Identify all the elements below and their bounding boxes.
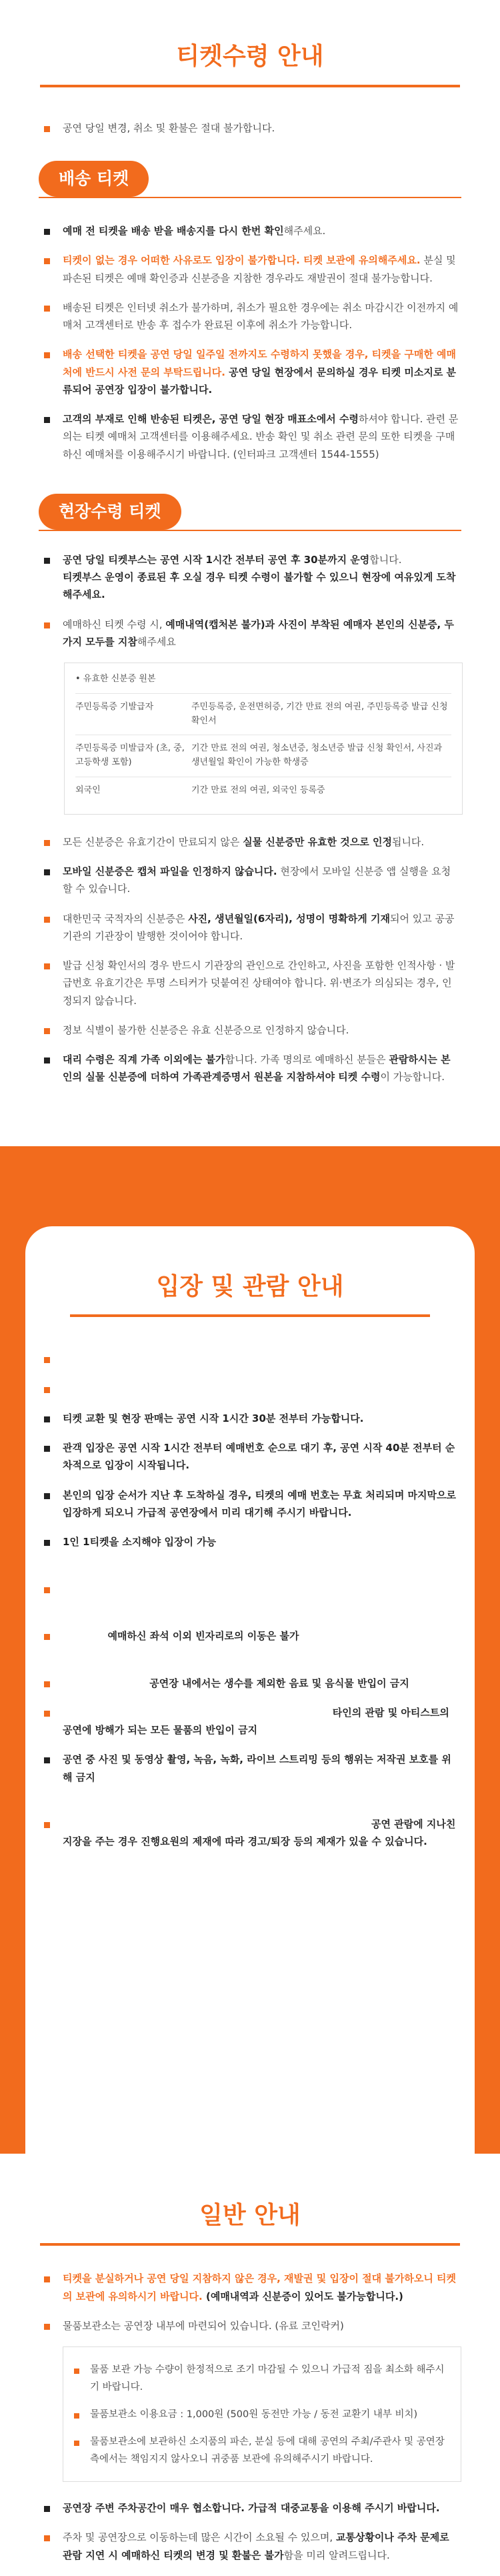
list-item: 모든 신분증은 유효기간이 만료되지 않은 실물 신분증만 유효한 것으로 인정됩니다.	[44, 833, 460, 851]
table-row: 주민등록증 미발급자 (초, 중, 고등학생 포함) 기간 만료 전의 여권, 청소년증, 청소년증 발급 신청 확인서, 사진과 생년월일 확인이 가능한 학생증	[75, 735, 451, 777]
onsite-list-2	[0, 833, 500, 1086]
list-item: 물품보관소 이용요금 : 1,000원 (500원 동전만 가능 / 동전 교환기 내부 비치)	[74, 2407, 447, 2423]
list-item: 본 공연은 예매하신 좌석 이외 빈자리로의 이동은 불가하며, 예매하신 좌석에서만 관람할 수 있습니다.	[44, 1627, 459, 1663]
delivery-header	[0, 161, 500, 198]
id-table	[64, 663, 463, 815]
list-item: 쾌적한 환경을 위해 공연장 내에서는 생수를 제외한 음료 및 음식물 반입이 금지됩니다.	[44, 1675, 459, 1692]
list-item: 티켓이 없는 경우 어떠한 사유로도 입장이 불가합니다. 티켓 보관에 유의해주세요. 분실 및 파손된 티켓은 예매 확인증과 신분증을 지참한 경우라도 재발권이 절대 불가능합니다.	[44, 252, 460, 287]
onsite-pill: 현장수령 티켓	[39, 494, 181, 530]
list-item: 본인의 입장 순서가 지난 후 도착하실 경우, 티켓의 예매 번호는 무효 처리되며 마지막으로 입장하게 되오니 가급적 공연장에서 미리 대기해 주시기 바랍니다.	[44, 1486, 459, 1522]
list-item: 관객 입장은 공연 시작 1시간 전부터 예매번호 순으로 대기 후, 공연 시작 40분 전부터 순차적으로 입장이 시작됩니다. (단, 공연장 상황에 따라 변경될 수 있습니다)	[44, 1439, 459, 1474]
locker-info-box	[63, 2346, 461, 2482]
table-row: 주민등록증 기발급자 주민등록증, 운전면허증, 기간 만료 전의 여권, 주민등록증 발급 신청 확인서	[75, 693, 451, 735]
general-title: 일반 안내	[199, 2201, 301, 2229]
list-item: 배송 선택한 티켓을 공연 당일 일주일 전까지도 수령하지 못했을 경우, 티켓을 구매한 예매처에 반드시 사전 문의 부탁드립니다. 공연 당일 현장에서 문의하실 경우 티켓 미소지로 분류되어 공연장 입장이 불가합니다.	[44, 346, 460, 398]
list-item: 공연장 주변 주차공간이 매우 협소합니다. 가급적 대중교통을 이용해 주시기 바랍니다.	[44, 2499, 460, 2517]
onsite-header	[0, 494, 500, 531]
entrance-section	[0, 1146, 500, 2154]
list-item: 물품보관소는 공연장 내부에 마련되어 있습니다. (유료 코인락커)	[44, 2317, 460, 2334]
ticket-receive-title: 티켓수령 안내	[176, 43, 324, 70]
list-item: 주차 및 공연장으로 이동하는데 많은 시간이 소요될 수 있으며, 교통상황이나 주차 문제로 관람 지연 시 예매하신 티켓의 변경 및 환불은 불가함을 미리 알려드립니다.	[44, 2529, 460, 2564]
title-divider	[40, 85, 460, 87]
general-section	[0, 2154, 500, 2576]
list-item: 공연 중 사진 및 동영상 촬영, 녹음, 녹화, 라이브 스트리밍 등의 행위는 저작권 보호를 위해 금지되어 있습니다. 반복된 적발시에는 강제 퇴장 등 강력한 제재 및 조치가 있을 수 있습니다.	[44, 1751, 459, 1803]
list-item: 공연 당일 티켓부스는 공연 시작 1시간 전부터 공연 후 30분까지 운영합니다. 티켓부스 운영이 종료된 후 오실 경우 티켓 수령이 불가할 수 있으니 현장에 여유있게 도착해주세요.	[44, 551, 460, 604]
list-item: 예매 전 티켓을 배송 받을 배송지를 다시 한번 확인해주세요.	[44, 222, 460, 240]
onsite-list	[0, 551, 500, 651]
ticket-receive-section	[0, 0, 500, 1098]
title-divider	[40, 2243, 460, 2246]
list-item: 배송된 티켓은 인터넷 취소가 불가하며, 취소가 필요한 경우에는 취소 마감시간 이전까지 예매처 고객센터로 반송 후 접수가 완료된 이후에 취소가 가능합니다.	[44, 299, 460, 334]
list-item: 대리 수령은 직계 가족 이외에는 불가합니다. 가족 명의로 예매하신 분들은 관람하시는 본인의 실물 신분증에 더하여 가족관계증명서 원본을 지참하셔야 티켓 수령이 가능합니다.	[44, 1051, 460, 1086]
entrance-title: 입장 및 관람 안내	[156, 1272, 344, 1300]
list-item: 정보 식별이 불가한 신분증은 유효 신분증으로 인정하지 않습니다.	[44, 1021, 460, 1039]
delivery-pill: 배송 티켓	[39, 161, 149, 197]
list-item: 본 공연은 8세 이상 관람이 가능합니다.	[44, 1380, 459, 1398]
general-list	[0, 2270, 500, 2334]
list-item: 다른 관객의 공연 관람에 방해가 되지 않도록 공연 중 이동 및 퇴장은 삼가해주시기 바랍니다.	[44, 1581, 459, 1616]
list-item: 발급 신청 확인서의 경우 반드시 기관장의 관인으로 간인하고, 사진을 포함한 인적사항 · 발급번호 유효기간은 투명 스티커가 덧붙여진 상태여야 합니다. 위·변조가 의심되는 경우, 인정되지 않습니다.	[44, 957, 460, 1009]
delivery-divider	[39, 197, 461, 198]
list-item: 고객의 부재로 인해 반송된 티켓은, 공연 당일 현장 매표소에서 수령하셔야 합니다. 관련 문의는 티켓 예매처 고객센터를 이용해주세요. 반송 확인 및 취소 관련 문의 또한 티켓을 구매하신 예매처를 이용해주시기 바랍니다. (인터파크 고객센터 1544-1555)	[44, 410, 460, 463]
list-item: 대한민국 국적자의 신분증은 사진, 생년월일(6자리), 성명이 명확하게 기재되어 있고 공공기관의 기관장이 발행한 것이어야 합니다.	[44, 910, 460, 945]
list-item: 물품보관소에 보관하신 소지품의 파손, 분실 등에 대해 공연의 주최/주관사 및 공연장 측에서는 책임지지 않사오니 귀중품 보관에 유의해주시기 바랍니다.	[74, 2434, 447, 2468]
list-item: 이 외에도 공연 관람 및 진행에 방해가 되는 행동은 삼가주시기 바라며, 공연 관람에 지나친 지장을 주는 경우 진행요원의 제재에 따라 경고/퇴장 등의 제재가 있을 수 있습니다.	[44, 1815, 459, 1851]
list-item: 모바일 신분증은 캡처 파일을 인정하지 않습니다. 현장에서 모바일 신분증 앱 실행을 요청할 수 있습니다.	[44, 863, 460, 898]
list-item: 공연시간 90분	[44, 1350, 459, 1368]
list-item: 1인 1티켓을 소지해야 입장이 가능하며 티켓을 소지하지 않은 관객은 어떠한 사유로도 입장이 불가합니다.	[44, 1533, 459, 1569]
list-item: 티켓 교환 및 현장 판매는 공연 시작 1시간 30분 전부터 가능합니다.	[44, 1410, 459, 1427]
list-item: 티켓을 분실하거나 공연 당일 지참하지 않은 경우, 재발권 및 입장이 절대 불가하오니 티켓의 보관에 유의하시기 바랍니다. (예매내역과 신분증이 있어도 불가능합니다.)	[44, 2270, 460, 2305]
list-item: 물품 보관 가능 수량이 한정적으로 조기 마감될 수 있으니 가급적 짐을 최소화 해주시기 바랍니다.	[74, 2362, 447, 2396]
list-item: 애완동물, 꽃다발, 풍선, 폭죽, 화약, 레이저 등의 위험 물품 등 타인의 관람 및 아티스트의 공연에 방해가 되는 모든 물품의 반입이 금지됩니다.	[44, 1704, 459, 1739]
list-item: 예매하신 티켓 수령 시, 예매내역(캡처본 불가)과 사진이 부착된 예매자 본인의 신분증, 두 가지 모두를 지참해주세요	[44, 616, 460, 651]
onsite-divider	[39, 530, 461, 531]
title-divider	[70, 1314, 430, 1317]
ticket-notice: 공연 당일 변경, 취소 및 환불은 절대 불가합니다.	[44, 119, 460, 137]
id-table-head: • 유효한 신분증 원본	[75, 674, 156, 685]
delivery-list	[0, 222, 500, 463]
entrance-panel	[25, 1226, 475, 2154]
general-list-2	[0, 2499, 500, 2564]
table-row: 외국인 기간 만료 전의 여권, 외국인 등록증	[75, 777, 451, 805]
entrance-list	[25, 1350, 475, 1850]
